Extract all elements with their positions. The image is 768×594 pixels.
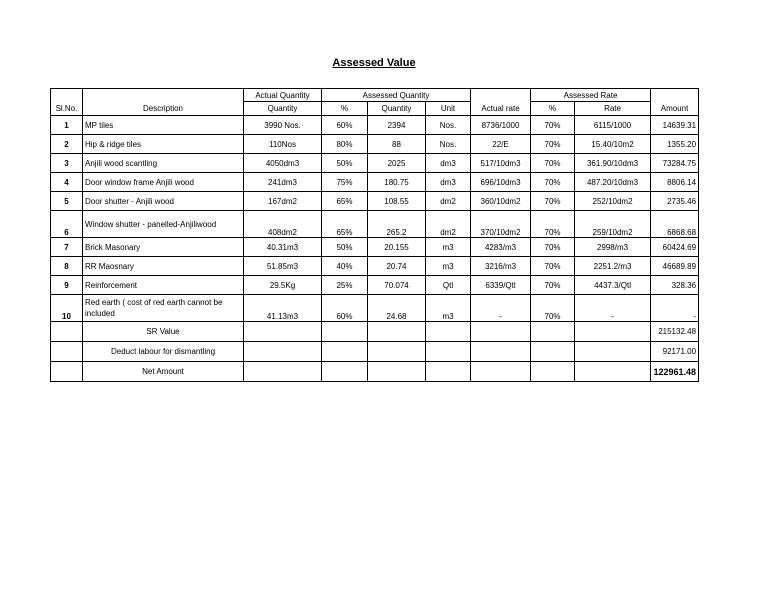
- deduct-label: Deduct labour for dismantling: [83, 342, 244, 362]
- sr-value-amount: 215132.48: [651, 322, 699, 342]
- rate-percent-cell: 70%: [531, 257, 575, 276]
- actual-rate-cell: 8736/1000: [471, 116, 531, 135]
- unit-cell: m3: [426, 295, 471, 322]
- amount-cell: 8806.14: [651, 173, 699, 192]
- amount-cell: 1355.20: [651, 135, 699, 154]
- footer-empty-cell: [575, 322, 651, 342]
- rate-percent-header: %: [531, 102, 575, 116]
- table-row: [51, 173, 699, 192]
- footer-empty-cell: [426, 342, 471, 362]
- slno-cell: 1: [51, 116, 83, 135]
- assessed-percent-header: %: [322, 102, 368, 116]
- actual-quantity-cell: 241dm3: [244, 173, 322, 192]
- footer-empty-cell: [244, 362, 322, 382]
- description-header: Description: [83, 102, 244, 116]
- description-cell: Anjili wood scantling: [83, 154, 244, 173]
- rate-percent-cell: 70%: [531, 211, 575, 238]
- assessed-percent-cell: 80%: [322, 135, 368, 154]
- table-row: [51, 295, 699, 322]
- description-cell: RR Maosnary: [83, 257, 244, 276]
- assessed-percent-cell: 40%: [322, 257, 368, 276]
- description-cell: Red earth ( cost of red earth cannot be included: [83, 295, 244, 322]
- table-row: [51, 192, 699, 211]
- amount-cell: 14639.31: [651, 116, 699, 135]
- slno-cell: 2: [51, 135, 83, 154]
- footer-empty-cell: [322, 322, 368, 342]
- actual-quantity-cell: 408dm2: [244, 211, 322, 238]
- net-amount-value: 122961.48: [651, 362, 699, 382]
- rate-percent-cell: 70%: [531, 173, 575, 192]
- description-cell: MP tiles: [83, 116, 244, 135]
- rate-percent-cell: 70%: [531, 135, 575, 154]
- footer-empty-cell: [531, 342, 575, 362]
- assessed-percent-cell: 60%: [322, 295, 368, 322]
- unit-cell: Nos.: [426, 116, 471, 135]
- slno-cell: 3: [51, 154, 83, 173]
- footer-empty-cell: [471, 362, 531, 382]
- assessed-quantity-cell: 24.68: [368, 295, 426, 322]
- table-row: [51, 257, 699, 276]
- footer-empty-cell: [244, 322, 322, 342]
- actual-rate-cell: 22/E: [471, 135, 531, 154]
- amount-cell: -: [651, 295, 699, 322]
- actual-rate-cell: 360/10dm2: [471, 192, 531, 211]
- assessed-quantity-cell: 70.074: [368, 276, 426, 295]
- amount-cell: 73284.75: [651, 154, 699, 173]
- description-cell: Window shutter - panelled-Anjiliwood: [83, 211, 244, 238]
- footer-empty-cell: [244, 342, 322, 362]
- rate-percent-cell: 70%: [531, 116, 575, 135]
- assessed-percent-cell: 75%: [322, 173, 368, 192]
- assessed-percent-cell: 65%: [322, 211, 368, 238]
- actual-quantity-cell: 29.5Kg: [244, 276, 322, 295]
- amount-cell: 2735.46: [651, 192, 699, 211]
- unit-cell: m3: [426, 238, 471, 257]
- amount-cell: 6868.68: [651, 211, 699, 238]
- rate-cell: 6115/1000: [575, 116, 651, 135]
- slno-header-top: [51, 89, 83, 102]
- footer-empty-cell: [471, 322, 531, 342]
- actual-rate-cell: 696/10dm3: [471, 173, 531, 192]
- unit-cell: dm3: [426, 154, 471, 173]
- actual-quantity-cell: 41.13m3: [244, 295, 322, 322]
- rate-cell: 252/10dm2: [575, 192, 651, 211]
- rate-percent-cell: 70%: [531, 276, 575, 295]
- actual-quantity-cell: 4050dm3: [244, 154, 322, 173]
- table-row: [51, 135, 699, 154]
- footer-empty-cell: [368, 362, 426, 382]
- assessed-quantity-cell: 265.2: [368, 211, 426, 238]
- slno-header: Sl.No.: [51, 102, 83, 116]
- assessed-quantity-cell: 2394: [368, 116, 426, 135]
- footer-empty-cell: [575, 342, 651, 362]
- assessed-quantity-cell: 108.55: [368, 192, 426, 211]
- footer-empty-cell: [471, 342, 531, 362]
- table-row: [51, 154, 699, 173]
- assessed-percent-cell: 50%: [322, 238, 368, 257]
- table-row: [51, 211, 699, 238]
- rate-cell: 2998/m3: [575, 238, 651, 257]
- deduct-row: [51, 342, 699, 362]
- assessed-percent-cell: 65%: [322, 192, 368, 211]
- header-row-groups: [51, 89, 699, 102]
- footer-empty-cell: [51, 362, 83, 382]
- deduct-amount: 92171.00: [651, 342, 699, 362]
- footer-empty-cell: [531, 322, 575, 342]
- assessed-quantity-group-header: Assessed Quantity: [322, 89, 471, 102]
- footer-empty-cell: [426, 362, 471, 382]
- footer-empty-cell: [51, 342, 83, 362]
- rate-percent-cell: 70%: [531, 295, 575, 322]
- rate-header: Rate: [575, 102, 651, 116]
- rate-percent-cell: 70%: [531, 192, 575, 211]
- actual-rate-cell: 3216/m3: [471, 257, 531, 276]
- table-row: [51, 238, 699, 257]
- slno-cell: 6: [51, 211, 83, 238]
- net-amount-row: [51, 362, 699, 382]
- sr-value-row: [51, 322, 699, 342]
- footer-empty-cell: [575, 362, 651, 382]
- rate-percent-cell: 70%: [531, 154, 575, 173]
- unit-cell: dm2: [426, 192, 471, 211]
- amount-cell: 46689.89: [651, 257, 699, 276]
- assessed-quantity-cell: 88: [368, 135, 426, 154]
- slno-cell: 8: [51, 257, 83, 276]
- rate-cell: 4437.3/Qtl: [575, 276, 651, 295]
- description-cell: Reinforcement: [83, 276, 244, 295]
- actual-rate-cell: -: [471, 295, 531, 322]
- unit-cell: dm2: [426, 211, 471, 238]
- description-cell: Door window frame Anjili wood: [83, 173, 244, 192]
- actual-quantity-header: Quantity: [244, 102, 322, 116]
- assessed-percent-cell: 25%: [322, 276, 368, 295]
- unit-cell: Qtl: [426, 276, 471, 295]
- footer-empty-cell: [368, 342, 426, 362]
- sr-value-label: SR Value: [83, 322, 244, 342]
- slno-cell: 7: [51, 238, 83, 257]
- rate-cell: 2251.2/m3: [575, 257, 651, 276]
- actual-quantity-cell: 167dm2: [244, 192, 322, 211]
- rate-cell: 361.90/10dm3: [575, 154, 651, 173]
- unit-cell: dm3: [426, 173, 471, 192]
- actual-quantity-cell: 110Nos: [244, 135, 322, 154]
- assessed-quantity-cell: 20.74: [368, 257, 426, 276]
- description-cell: Door shutter - Anjili wood: [83, 192, 244, 211]
- actual-rate-header-top: [471, 89, 531, 102]
- actual-rate-cell: 4283/m3: [471, 238, 531, 257]
- amount-header-top: [651, 89, 699, 102]
- unit-header: Unit: [426, 102, 471, 116]
- footer-empty-cell: [51, 322, 83, 342]
- assessed-value-table: [50, 88, 699, 382]
- actual-rate-header: Actual rate: [471, 102, 531, 116]
- footer-empty-cell: [322, 362, 368, 382]
- assessed-quantity-header: Quantity: [368, 102, 426, 116]
- footer-empty-cell: [531, 362, 575, 382]
- actual-quantity-cell: 40.31m3: [244, 238, 322, 257]
- assessed-rate-group-header: Assessed Rate: [531, 89, 651, 102]
- header-row-columns: [51, 102, 699, 116]
- assessed-percent-cell: 60%: [322, 116, 368, 135]
- actual-rate-cell: 6339/Qtl: [471, 276, 531, 295]
- assessed-quantity-cell: 180.75: [368, 173, 426, 192]
- slno-cell: 9: [51, 276, 83, 295]
- actual-rate-cell: 517/10dm3: [471, 154, 531, 173]
- rate-cell: 487.20/10dm3: [575, 173, 651, 192]
- actual-quantity-cell: 3990 Nos.: [244, 116, 322, 135]
- assessed-quantity-cell: 20.155: [368, 238, 426, 257]
- actual-rate-cell: 370/10dm2: [471, 211, 531, 238]
- slno-cell: 10: [51, 295, 83, 322]
- amount-cell: 328.36: [651, 276, 699, 295]
- footer-empty-cell: [368, 322, 426, 342]
- description-cell: Brick Masonary: [83, 238, 244, 257]
- description-cell: Hip & ridge tiles: [83, 135, 244, 154]
- rate-cell: -: [575, 295, 651, 322]
- amount-header: Amount: [651, 102, 699, 116]
- rate-percent-cell: 70%: [531, 238, 575, 257]
- actual-quantity-cell: 51.85m3: [244, 257, 322, 276]
- unit-cell: m3: [426, 257, 471, 276]
- rate-cell: 259/10dm2: [575, 211, 651, 238]
- slno-cell: 5: [51, 192, 83, 211]
- slno-cell: 4: [51, 173, 83, 192]
- table-row: [51, 116, 699, 135]
- net-amount-label: Net Amount: [83, 362, 244, 382]
- description-header-top: [83, 89, 244, 102]
- rate-cell: 15.40/10m2: [575, 135, 651, 154]
- footer-empty-cell: [322, 342, 368, 362]
- assessed-quantity-cell: 2025: [368, 154, 426, 173]
- footer-empty-cell: [426, 322, 471, 342]
- amount-cell: 60424.69: [651, 238, 699, 257]
- actual-quantity-group-header: Actual Quantity: [244, 89, 322, 102]
- page-title: Assessed Value: [332, 57, 416, 69]
- unit-cell: Nos.: [426, 135, 471, 154]
- table-row: [51, 276, 699, 295]
- assessed-percent-cell: 50%: [322, 154, 368, 173]
